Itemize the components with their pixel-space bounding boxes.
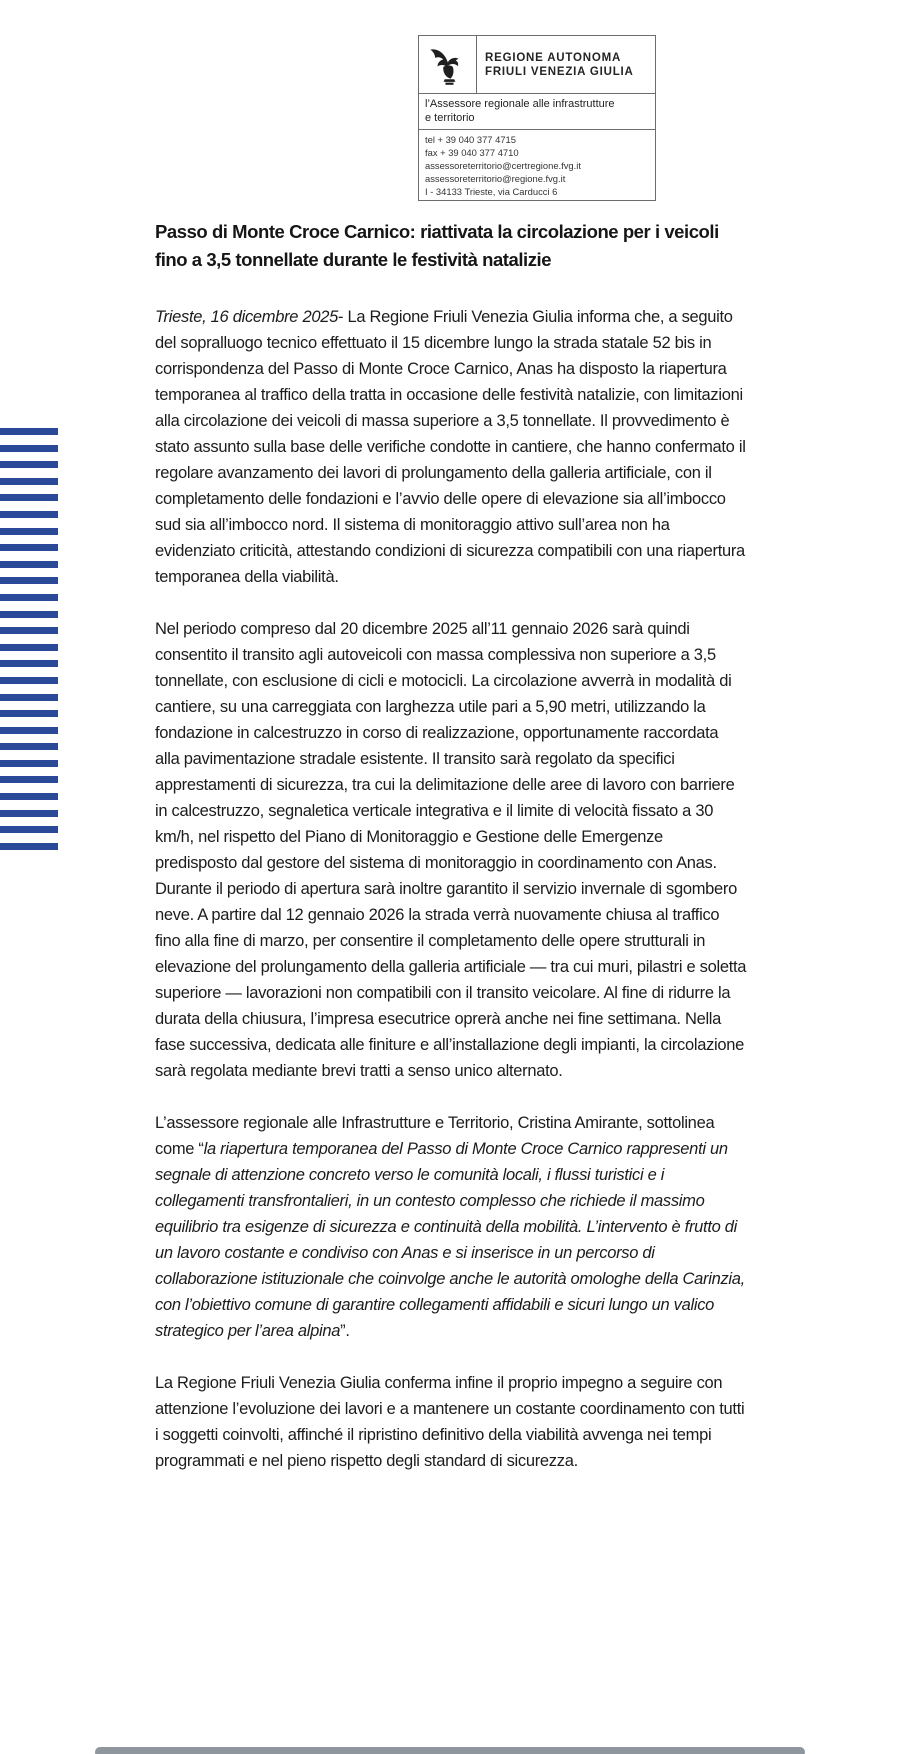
- address-line: I - 34133 Trieste, via Carducci 6: [425, 186, 558, 197]
- document-body: [155, 218, 747, 1500]
- paragraph-4: La Regione Friuli Venezia Giulia conferma infine il proprio impegno a seguire con attenzione l’evoluzione dei lavori e a mantenere un costante coordinamento con tutti i soggetti coinvolti, affinché il ripristino definitivo della viabilità avvenga nei tempi programmati e nel pieno rispetto degli standard di sicurezza.: [155, 1374, 745, 1470]
- stripe: [0, 577, 58, 584]
- stripe: [0, 710, 58, 717]
- title-line1: Passo di Monte Croce Carnico: riattivata la circolazione per i veicoli: [155, 221, 719, 242]
- stripe: [0, 445, 58, 452]
- stripe: [0, 677, 58, 684]
- email-cert-line: assessoreterritorio@certregione.fvg.it: [425, 160, 581, 171]
- stripe: [0, 843, 58, 850]
- contact-block: [419, 130, 655, 200]
- org-name: [477, 36, 655, 93]
- stripe: [0, 743, 58, 750]
- stripe: [0, 627, 58, 634]
- fvg-eagle-icon: [419, 36, 477, 93]
- paragraph-3: [155, 1110, 747, 1344]
- stripe: [0, 478, 58, 485]
- letterhead: [418, 35, 656, 201]
- stripe: [0, 461, 58, 468]
- org-name-line2: FRIULI VENEZIA GIULIA: [485, 65, 634, 78]
- office-title-line1: l’Assessore regionale alle infrastrutture: [425, 98, 615, 110]
- stripe: [0, 511, 58, 518]
- stripe: [0, 494, 58, 501]
- title-line2: fino a 3,5 tonnellate durante le festività natalizie: [155, 249, 552, 270]
- stripe: [0, 544, 58, 551]
- stripe: [0, 793, 58, 800]
- stripe: [0, 826, 58, 833]
- stripe: [0, 528, 58, 535]
- stripe: [0, 428, 58, 435]
- paragraph-1-text: - La Regione Friuli Venezia Giulia informa che, a seguito del sopralluogo tecnico effettuato il 15 dicembre lungo la strada statale 52 bis in corrispondenza del Passo di Monte Croce Carnico, Anas ha disposto la riapertura temporanea al traffico della tratta in occasione delle festività natalizie, con limitazioni alla circolazione dei veicoli di massa superiore a 3,5 tonnellate. Il provvedimento è stato assunto sulla base delle verifiche condotte in cantiere, che hanno confermato il regolare avanzamento dei lavori di prolungamento della galleria artificiale, con il completamento delle fondazioni e l’avvio delle opere di elevazione sia all’imbocco sud sia all’imbocco nord. Il sistema di monitoraggio attivo sull’area non ha evidenziato criticità, attestando condizioni di sicurezza compatibili con una riapertura temporanea della viabilità.: [155, 308, 746, 586]
- quote-text: la riapertura temporanea del Passo di Monte Croce Carnico rappresenti un segnale di attenzione concreto verso le comunità locali, i flussi turistici e i collegamenti transfrontalieri, in un contesto complesso che richiede il massimo equilibrio tra esigenze di sicurezza e continuità della mobilità. L’intervento è frutto di un lavoro costante e condiviso con Anas e si inserisce in un percorso di collaborazione istituzionale che coinvolge anche le autorità omologhe della Carinzia, con l’obiettivo comune di garantire collegamenti affidabili e sicuri lungo un valico strategico per l’area alpina: [155, 1140, 745, 1340]
- stripe: [0, 660, 58, 667]
- paragraph-1: [155, 304, 747, 590]
- fax-line: fax + 39 040 377 4710: [425, 147, 519, 158]
- stripe: [0, 594, 58, 601]
- stripe: [0, 644, 58, 651]
- office-title-line2: e territorio: [425, 111, 475, 124]
- dateline: Trieste, 16 dicembre 2025: [155, 308, 338, 326]
- quote-outro: ”.: [340, 1322, 350, 1340]
- paragraph-2: Nel periodo compreso dal 20 dicembre 2025 all’11 gennaio 2026 sarà quindi consentito il transito agli autoveicoli con massa complessiva non superiore a 3,5 tonnellate, con esclusione di cicli e motocicli. La circolazione avverrà in modalità di cantiere, su una carreggiata con larghezza utile pari a 5,90 metri, utilizzando la fondazione in calcestruzzo in corso di realizzazione, opportunamente raccordata alla pavimentazione stradale esistente. Il transito sarà regolato da specifici apprestamenti di sicurezza, tra cui la delimitazione delle aree di lavoro con barriere in calcestruzzo, segnaletica verticale integrativa e il limite di velocità fissato a 30 km/h, nel rispetto del Piano di Monitoraggio e Gestione delle Emergenze predisposto dal gestore del sistema di monitoraggio in coordinamento con Anas. Durante il periodo di apertura sarà inoltre garantito il servizio invernale di sgombero neve. A partire dal 12 gennaio 2026 la strada verrà nuovamente chiusa al traffico fino alla fine di marzo, per consentire il completamento delle opere strutturali in elevazione del prolungamento della galleria artificiale — tra cui muri, pilastri e soletta superiore — lavorazioni non compatibili con il transito veicolare. Al fine di ridurre la durata della chiusura, l’impresa esecutrice oprerà anche nei fine settimana. Nella fase successiva, dedicata alle finiture e all’installazione degli impianti, la circolazione sarà regolata mediante brevi tratti a senso unico alternato.: [155, 620, 747, 1080]
- email-line: assessoreterritorio@regione.fvg.it: [425, 173, 566, 184]
- stripe: [0, 776, 58, 783]
- org-name-line1: REGIONE AUTONOMA: [485, 51, 622, 64]
- phone-line: tel + 39 040 377 4715: [425, 134, 516, 145]
- stripe: [0, 760, 58, 767]
- stripe: [0, 611, 58, 618]
- page-title: [155, 218, 747, 274]
- stripe: [0, 561, 58, 568]
- page-bottom-edge: [95, 1747, 805, 1754]
- letterhead-logo-row: [419, 36, 655, 94]
- stripe-block: [0, 428, 58, 850]
- office-title: [419, 94, 655, 130]
- stripe: [0, 810, 58, 817]
- quote-intro: L’assessore regionale alle Infrastrutture e Territorio, Cristina Amirante, sottolinea come “: [155, 1114, 715, 1158]
- stripe: [0, 727, 58, 734]
- stripe: [0, 694, 58, 701]
